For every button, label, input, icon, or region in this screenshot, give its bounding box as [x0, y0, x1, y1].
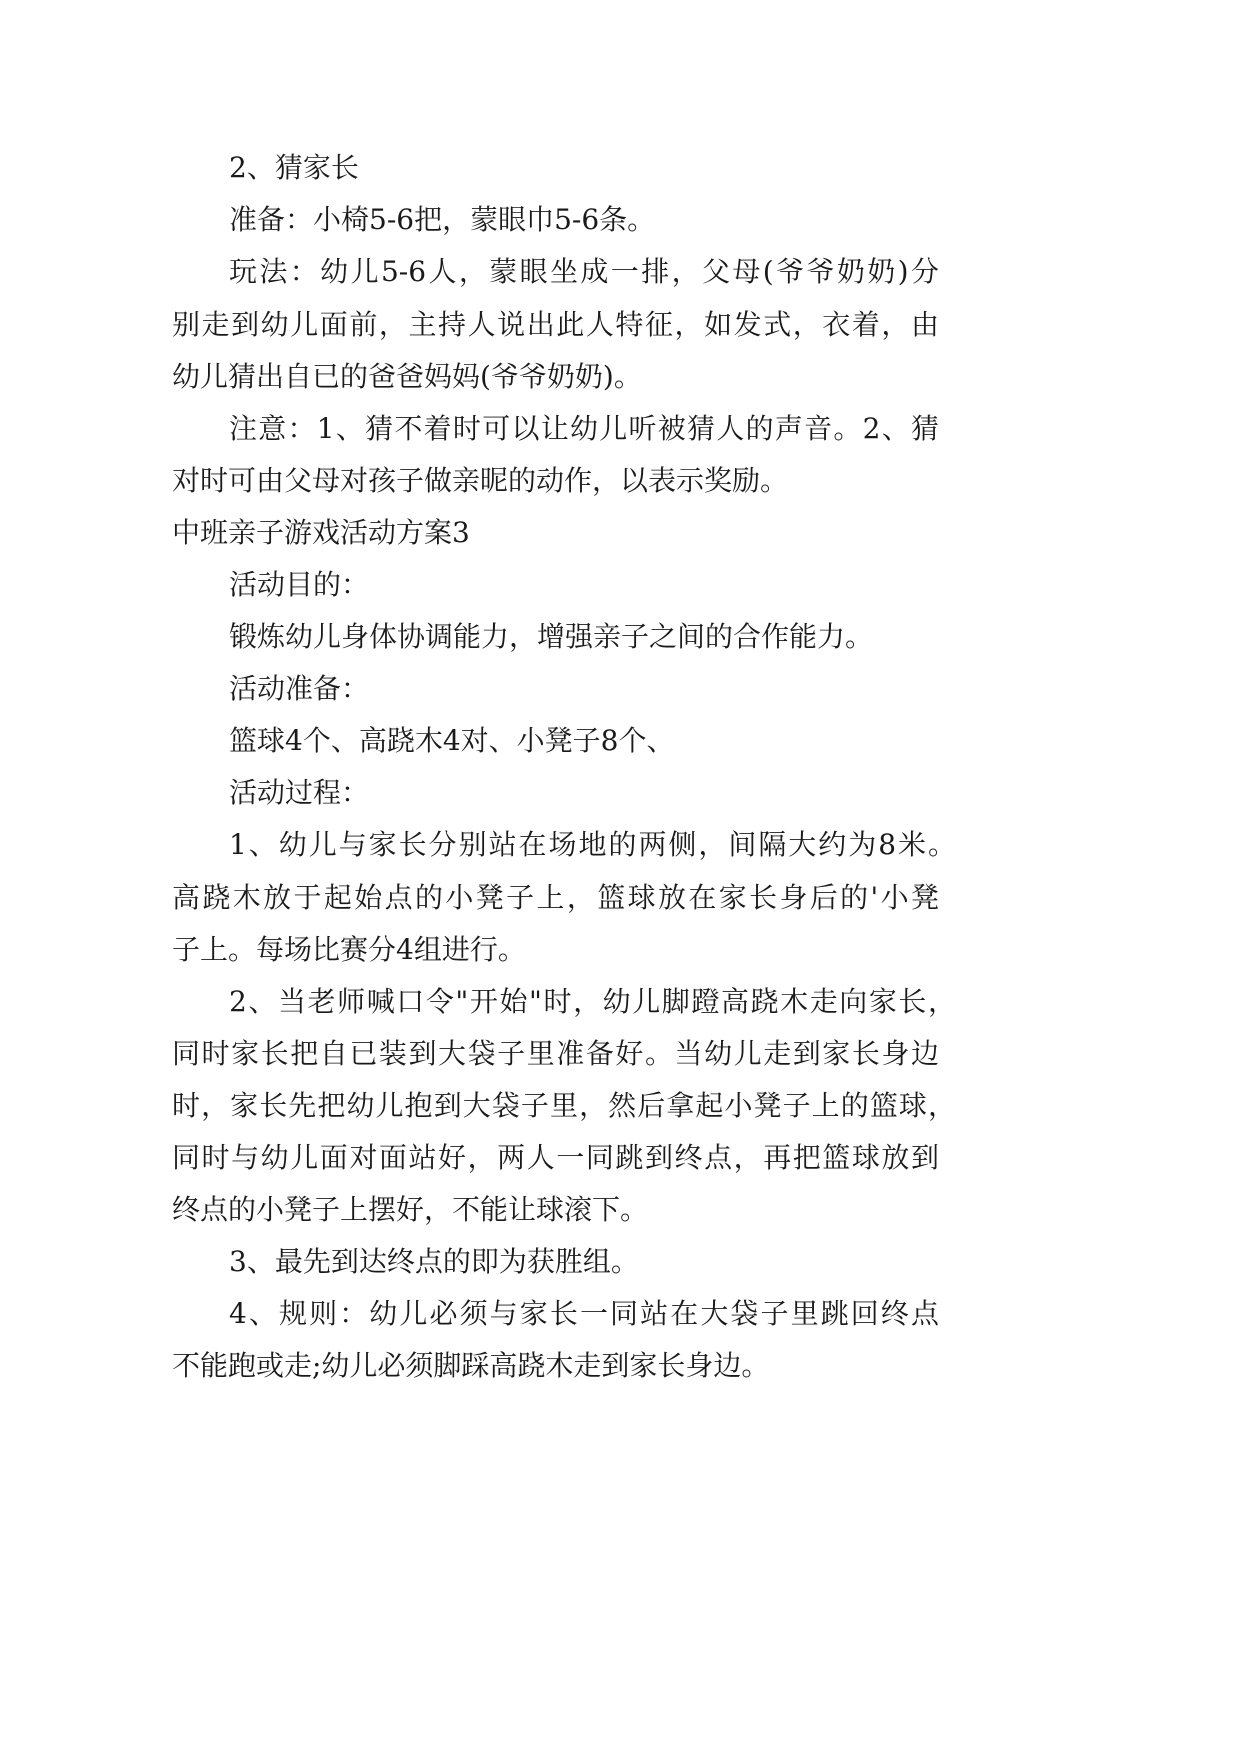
paragraph-line: 别走到幼儿面前，主持人说出此人特征，如发式，衣着，由 [172, 308, 939, 341]
paragraph-line: 玩法：幼儿5-6人，蒙眼坐成一排，父母(爷爷奶奶)分 [229, 255, 939, 288]
paragraph-line: 3、最先到达终点的即为获胜组。 [229, 1245, 639, 1278]
paragraph-line: 注意：1、猜不着时可以让幼儿听被猜人的声音。2、猜 [229, 412, 939, 445]
section-heading-guess-parent: 2、猜家长 [229, 151, 359, 184]
subheading-activity-process: 活动过程： [229, 776, 370, 809]
paragraph-line: 准备：小椅5-6把，蒙眼巾5-6条。 [229, 203, 656, 236]
paragraph-line: 2、当老师喊口令"开始"时，幼儿脚蹬高跷木走向家长， [229, 985, 956, 1018]
paragraph-line: 终点的小凳子上摆好，不能让球滚下。 [172, 1193, 649, 1226]
paragraph-line: 同时家长把自已装到大袋子里准备好。当幼儿走到家长身边 [172, 1037, 939, 1070]
paragraph-line: 4、规则：幼儿必须与家长一同站在大袋子里跳回终点 [229, 1297, 939, 1330]
paragraph-line: 锻炼幼儿身体协调能力，增强亲子之间的合作能力。 [229, 620, 874, 653]
subheading-activity-goal: 活动目的： [229, 568, 370, 601]
paragraph-line: 幼儿猜出自已的爸爸妈妈(爷爷奶奶)。 [172, 360, 642, 393]
paragraph-line: 高跷木放于起始点的小凳子上，篮球放在家长身后的'小凳 [172, 881, 939, 914]
paragraph-line: 1、幼儿与家长分别站在场地的两侧，间隔大约为8米。 [229, 828, 956, 861]
paragraph-line: 时，家长先把幼儿抱到大袋子里，然后拿起小凳子上的篮球， [172, 1089, 956, 1122]
paragraph-line: 子上。每场比赛分4组进行。 [172, 933, 526, 966]
paragraph-line: 篮球4个、高跷木4对、小凳子8个、 [229, 724, 675, 757]
subheading-activity-prep: 活动准备： [229, 672, 370, 705]
paragraph-line: 对时可由父母对孩子做亲昵的动作，以表示奖励。 [172, 464, 789, 497]
section-title: 中班亲子游戏活动方案3 [172, 516, 470, 549]
paragraph-line: 同时与幼儿面对面站好，两人一同跳到终点，再把篮球放到 [172, 1141, 939, 1174]
paragraph-line: 不能跑或走;幼儿必须脚踩高跷木走到家长身边。 [172, 1349, 770, 1382]
